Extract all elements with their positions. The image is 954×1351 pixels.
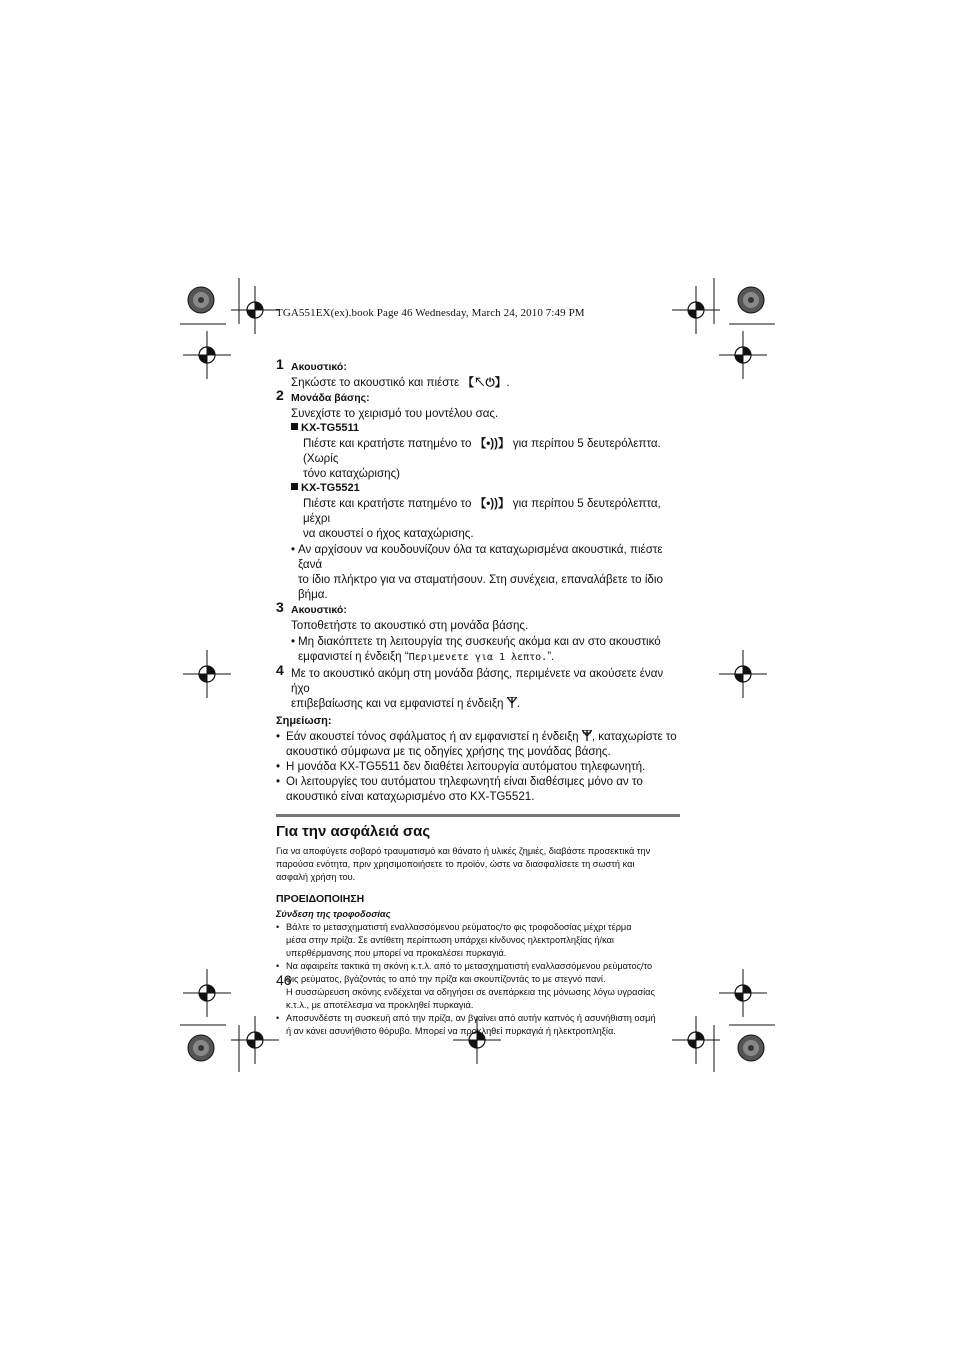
- model-instruction-cont: να ακουστεί ο ήχος καταχώρισης.: [303, 527, 474, 540]
- model-instruction: Πιέστε και κρατήστε πατημένο το 【•))】 για περίπου 5 δευτερόλεπτα, μέχρι: [303, 497, 661, 525]
- step-title: Ακουστικό:: [291, 361, 347, 373]
- step-title: Μονάδα βάσης:: [291, 392, 370, 404]
- step-4: 4 Με το ακουστικό ακόμη στη μονάδα βάσης, περιμένετε να ακούσετε έναν ήχο επιβεβαίωσης και να εμφανιστεί η ένδειξη .: [276, 662, 664, 710]
- color-star-mark: [188, 1035, 214, 1061]
- model-label: KX-TG5521: [276, 481, 680, 496]
- step-text: Συνεχίστε το χειρισμό του μοντέλου σας.: [291, 407, 499, 420]
- registration-mark: [719, 650, 767, 698]
- antenna-blink-icon: [582, 730, 592, 741]
- step-number: 4: [276, 662, 284, 678]
- registration-mark: [183, 331, 231, 379]
- model-label: KX-TG5511: [276, 421, 680, 436]
- note-title: Σημείωση:: [276, 715, 332, 727]
- book-header: TGA551EX(ex).book Page 46 Wednesday, March 24, 2010 7:49 PM: [276, 307, 585, 319]
- step-title: Ακουστικό:: [291, 604, 347, 616]
- registration-mark: [672, 286, 720, 334]
- registration-mark: [183, 969, 231, 1017]
- safety-bullet: • Αποσυνδέστε τη συσκευή από την πρίζα, αν βγαίνει από αυτήν καπνός ή ασυνήθιστη οσμή ή αν κάνει ασυνήθιστο θόρυβο. Μπορεί να προκληθεί πυρκαγιά ή ηλεκτροπληξία.: [276, 1013, 656, 1036]
- antenna-icon: [507, 697, 517, 708]
- dot-note: • Αν αρχίσουν να κουδουνίζουν όλα τα καταχωρισμένα ακουστικά, πιέστε ξανά το ίδιο πλήκτρο για να σταματήσουν. Στη συνέχεια, επαναλάβετε το ίδιο βήμα.: [291, 543, 663, 601]
- model-instruction: Πιέστε και κρατήστε πατημένο το 【•))】 για περίπου 5 δευτερόλεπτα. (Χωρίς: [303, 437, 661, 465]
- registration-mark: [719, 331, 767, 379]
- step-text: Τοποθετήστε το ακουστικό στη μονάδα βάσης.: [291, 619, 529, 632]
- step-1: [276, 356, 680, 390]
- note-item: • Η μονάδα KX-TG5511 δεν διαθέτει λειτουργία αυτόματου τηλεφωνητή.: [276, 760, 646, 773]
- registration-mark: [231, 1016, 279, 1064]
- page-number: 46: [276, 972, 292, 988]
- warning-label: ΠΡΟΕΙΔΟΠΟΙΗΣΗ: [276, 893, 365, 905]
- locator-key-icon: 【•))】: [474, 437, 510, 450]
- display-message: Περιμενετε για 1 λεπτο.: [408, 652, 548, 663]
- step-number: 3: [276, 599, 284, 615]
- page-content: [276, 356, 680, 1038]
- step-number: 2: [276, 387, 284, 403]
- locator-key-icon: 【•))】: [474, 497, 510, 510]
- note-item: • Οι λειτουργίες του αυτόματου τηλεφωνητή είναι διαθέσιμες μόνο αν το ακουστικό είναι καταχωρισμένο στο KX-TG5521.: [276, 775, 643, 803]
- registration-mark: [231, 286, 279, 334]
- step-3: [276, 599, 680, 633]
- step-number: 1: [276, 356, 284, 372]
- note-item: • Εάν ακουστεί τόνος σφάλματος ή αν εμφανιστεί η ένδειξη , καταχωρίστε το ακουστικό σύμφωνα με τις οδηγίες χρήσης της μονάδας βάσης.: [276, 730, 677, 758]
- registration-mark: [719, 969, 767, 1017]
- square-bullet-icon: [291, 423, 298, 430]
- square-bullet-icon: [291, 483, 298, 490]
- section-heading: Για την ασφάλειά σας: [276, 823, 431, 840]
- step-text: Σηκώστε το ακουστικό και πιέστε 【↖⏻】.: [291, 376, 510, 389]
- section-divider: [276, 814, 680, 817]
- step-2: [276, 387, 680, 421]
- model-instruction-cont: τόνο καταχώρισης): [303, 467, 401, 480]
- subheading: Σύνδεση της τροφοδοσίας: [276, 909, 391, 919]
- registration-mark: [183, 650, 231, 698]
- color-star-mark: [738, 1035, 764, 1061]
- safety-bullet: • Βάλτε το μετασχηματιστή εναλλασσόμενου ρεύματος/το φις τροφοδοσίας μέχρι τέρμα μέσα στην πρίζα. Σε αντίθετη περίπτωση υπάρχει κίνδυνος ηλεκτροπληξίας ή/και υπερθέρμανσης που μπορεί να προκαλέσει πυρκαγιά.: [276, 922, 632, 958]
- color-star-mark: [188, 287, 214, 313]
- safety-intro: Για να αποφύγετε σοβαρό τραυματισμό και θάνατο ή υλικές ζημιές, διαβάστε προσεκτικά την παρούσα ενότητα, πριν χρησιμοποιήσετε το προϊόν, ώστε να διασφαλίσετε τη σωστή και ασφαλή χρήση του.: [276, 846, 651, 882]
- safety-bullet: • Να αφαιρείτε τακτικά τη σκόνη κ.τ.λ. από το μετασχηματιστή εναλλασσόμενου ρεύματος/το φις ρεύματος, βγάζοντάς το από την πρίζα και σκουπίζοντάς το με στεγνό πανί. Η συσσώρευση σκόνης ενδέχεται να οδηγήσει σε ανεπάρκεια της μόνωσης λόγω υγρασίας κ.τ.λ., με αποτέλεσμα να προκληθεί πυρκαγιά.: [276, 961, 655, 1010]
- color-star-mark: [738, 287, 764, 313]
- dot-note: • Μη διακόπτετε τη λειτουργία της συσκευής ακόμα και αν στο ακουστικό εμφανιστεί η ένδειξη “Περιμενετε για 1 λεπτο.”.: [291, 635, 661, 663]
- talk-power-key-icon: 【↖⏻】: [462, 376, 507, 389]
